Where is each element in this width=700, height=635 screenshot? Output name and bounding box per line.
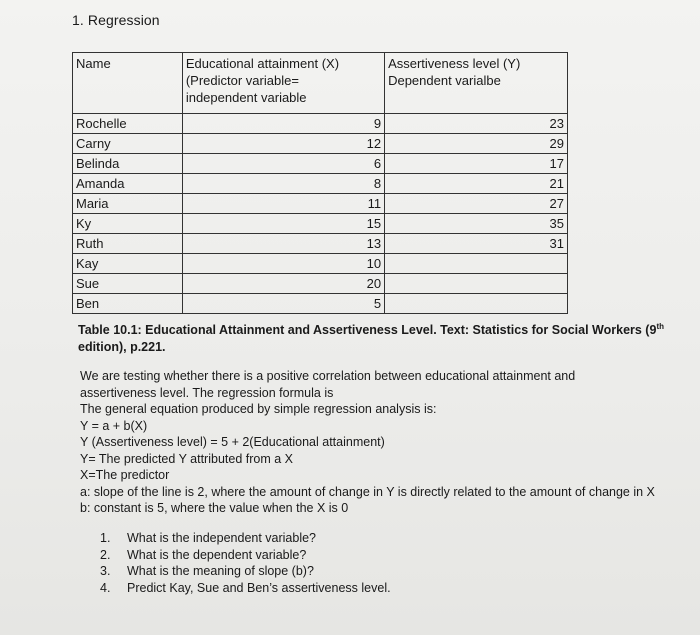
cell-x: 9 bbox=[182, 114, 384, 134]
cell-name: Maria bbox=[73, 194, 183, 214]
table-row bbox=[73, 214, 568, 234]
caption-text-cont: edition), p.221. bbox=[78, 340, 166, 355]
cell-name: Belinda bbox=[73, 154, 183, 174]
equation-specific: Y (Assertiveness level) = 5 + 2(Educational attainment) bbox=[80, 435, 385, 449]
table-row bbox=[73, 254, 568, 274]
cell-name: Ruth bbox=[73, 234, 183, 254]
cell-name: Ky bbox=[73, 214, 183, 234]
cell-y: 17 bbox=[385, 154, 568, 174]
data-table bbox=[72, 52, 568, 314]
question-text: What is the meaning of slope (b)? bbox=[127, 564, 314, 578]
table-row bbox=[73, 234, 568, 254]
table-row bbox=[73, 134, 568, 154]
question-number: 2. bbox=[100, 547, 111, 562]
caption-superscript: th bbox=[656, 322, 664, 331]
header-name: Name bbox=[73, 53, 183, 114]
body-line: assertiveness level. The regression formula is bbox=[80, 385, 334, 400]
equation-general: Y = a + b(X) bbox=[80, 418, 148, 433]
question-list bbox=[100, 530, 500, 596]
question-text: What is the dependent variable? bbox=[127, 547, 307, 562]
body-line: X=The predictor bbox=[80, 468, 170, 482]
cell-name: Rochelle bbox=[73, 114, 183, 134]
body-line: The general equation produced by simple regression analysis is: bbox=[80, 402, 437, 416]
header-y: Assertiveness level (Y) Dependent varialbe bbox=[385, 53, 568, 114]
header-x: Educational attainment (X) (Predictor variable= independent variable bbox=[182, 53, 384, 114]
cell-y bbox=[385, 254, 568, 274]
cell-x: 12 bbox=[182, 134, 384, 154]
cell-y bbox=[385, 274, 568, 294]
list-item bbox=[100, 547, 500, 564]
cell-name: Kay bbox=[73, 254, 183, 274]
cell-x: 10 bbox=[182, 254, 384, 274]
cell-x: 11 bbox=[182, 194, 384, 214]
list-item bbox=[100, 580, 500, 597]
section-heading: 1. Regression bbox=[72, 12, 160, 28]
cell-name: Ben bbox=[73, 294, 183, 314]
cell-x: 8 bbox=[182, 174, 384, 194]
table-row bbox=[73, 174, 568, 194]
cell-name: Sue bbox=[73, 274, 183, 294]
table-caption bbox=[78, 318, 668, 356]
cell-x: 13 bbox=[182, 234, 384, 254]
question-number: 1. bbox=[100, 531, 111, 545]
cell-name: Amanda bbox=[73, 174, 183, 194]
question-number: 4. bbox=[100, 580, 111, 595]
cell-x: 6 bbox=[182, 154, 384, 174]
cell-x: 15 bbox=[182, 214, 384, 234]
table-header-row bbox=[73, 53, 568, 114]
table-row bbox=[73, 294, 568, 314]
list-item bbox=[100, 530, 500, 547]
table-row bbox=[73, 274, 568, 294]
body-line: a: slope of the line is 2, where the amount of change in Y is directly related to the amount of change in X bbox=[80, 484, 655, 499]
table-row bbox=[73, 194, 568, 214]
table-row bbox=[73, 114, 568, 134]
cell-x: 5 bbox=[182, 294, 384, 314]
body-line: b: constant is 5, where the value when the X is 0 bbox=[80, 501, 349, 515]
cell-y: 31 bbox=[385, 234, 568, 254]
question-text: Predict Kay, Sue and Ben’s assertiveness level. bbox=[127, 580, 391, 595]
table-row bbox=[73, 154, 568, 174]
body-text bbox=[80, 368, 670, 517]
cell-y: 29 bbox=[385, 134, 568, 154]
cell-y bbox=[385, 294, 568, 314]
question-text: What is the independent variable? bbox=[127, 531, 317, 545]
cell-name: Carny bbox=[73, 134, 183, 154]
caption-text: Table 10.1: Educational Attainment and Assertiveness Level. Text: Statistics for Social Workers (9 bbox=[78, 323, 657, 338]
cell-x: 20 bbox=[182, 274, 384, 294]
list-item bbox=[100, 563, 500, 580]
cell-y: 35 bbox=[385, 214, 568, 234]
cell-y: 21 bbox=[385, 174, 568, 194]
cell-y: 23 bbox=[385, 114, 568, 134]
body-line: We are testing whether there is a positive correlation between educational attainment and bbox=[80, 369, 576, 383]
cell-y: 27 bbox=[385, 194, 568, 214]
question-number: 3. bbox=[100, 564, 111, 578]
body-line: Y= The predicted Y attributed from a X bbox=[80, 451, 293, 466]
